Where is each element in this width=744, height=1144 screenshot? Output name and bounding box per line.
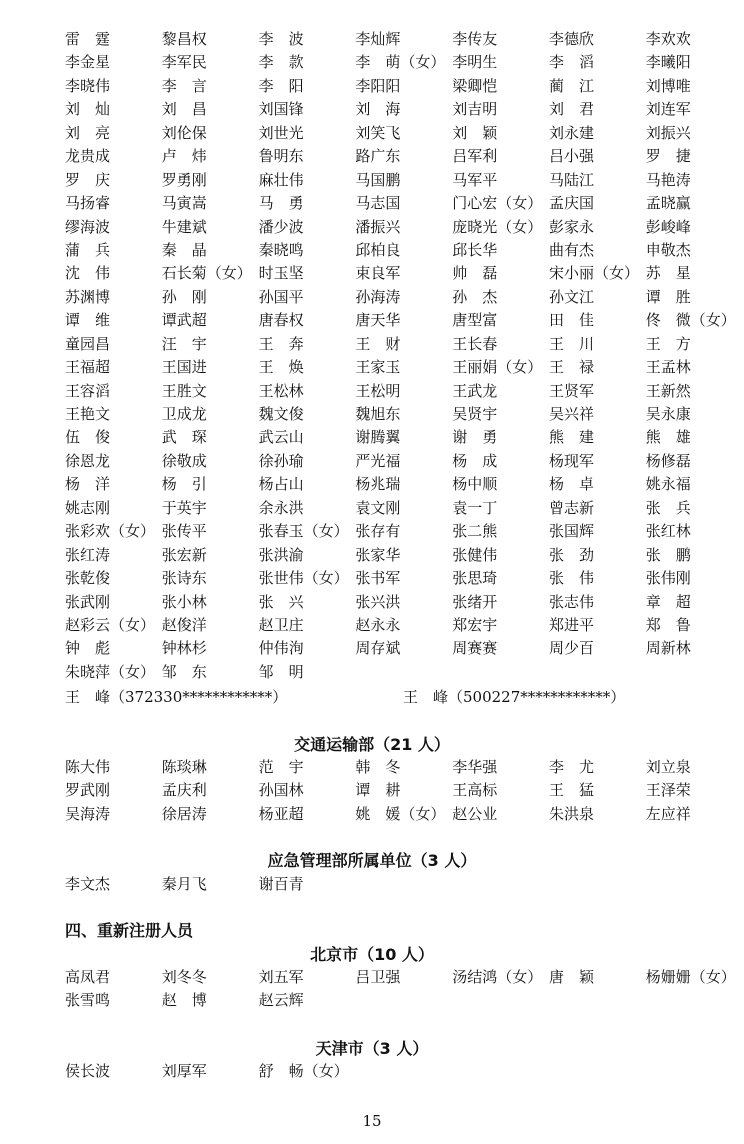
name-entry: 袁一丁 (452, 498, 498, 517)
name-entry: 吕小强 (548, 147, 594, 166)
name-entry: 刘伦保 (161, 123, 207, 142)
tianjin-name-list (65, 1060, 743, 1083)
page-number: 15 (362, 1112, 382, 1130)
name-entry: 唐春权 (258, 311, 304, 330)
name-entry: 谭 耕 (355, 781, 401, 800)
name-entry: 孙 杰 (452, 287, 498, 306)
name-entry: 佟 微（女） (645, 311, 736, 330)
name-entry: 苏渊博 (65, 287, 111, 306)
name-entry: 郑 鲁 (645, 615, 691, 634)
name-entry: 王福超 (65, 358, 111, 377)
name-entry: 武 琛 (161, 428, 207, 447)
name-entry: 韩 冬 (355, 758, 401, 776)
name-entry: 赵 博 (161, 991, 207, 1010)
emergency-name-list (65, 873, 743, 896)
name-entry: 张思琦 (452, 569, 498, 588)
name-entry: 熊 建 (548, 428, 594, 447)
name-entry: 马国鹏 (355, 170, 401, 189)
name-entry: 谢百青 (258, 875, 304, 893)
name-entry: 罗武刚 (65, 781, 111, 800)
name-entry: 雷 霆 (65, 30, 111, 48)
name-entry: 王国进 (161, 358, 207, 377)
name-entry: 王丽娟（女） (452, 358, 543, 377)
name-entry: 邹 明 (258, 662, 304, 681)
name-entry: 陈大伟 (65, 758, 111, 776)
name-entry: 申敬杰 (645, 240, 691, 259)
name-entry: 吕卫强 (355, 968, 401, 986)
name-entry: 马艳涛 (645, 170, 691, 189)
name-entry: 王家玉 (355, 358, 401, 377)
name-entry: 蒲 兵 (65, 240, 111, 259)
name-entry: 杨中顺 (452, 475, 498, 494)
name-entry: 刘 昌 (161, 100, 207, 119)
name-entry: 李德欣 (548, 30, 594, 48)
name-entry: 李阳阳 (355, 76, 401, 95)
name-entry: 刘吉明 (452, 100, 498, 119)
name-entry: 李军民 (161, 53, 207, 72)
name-entry: 刘厚军 (161, 1062, 207, 1080)
name-entry: 邹 东 (161, 662, 207, 681)
name-entry: 李 款 (258, 53, 304, 72)
id-entry: 王 峰（372330************） (65, 688, 288, 706)
name-entry: 黎昌权 (161, 30, 207, 48)
name-entry: 姚 媛（女） (355, 804, 446, 823)
name-entry: 王武龙 (452, 381, 498, 400)
name-entry: 唐天华 (355, 311, 401, 330)
name-entry: 邱柏良 (355, 240, 401, 259)
name-entry: 张传平 (161, 522, 207, 541)
name-entry: 张诗东 (161, 569, 207, 588)
name-entry: 张书军 (355, 569, 401, 588)
name-entry: 王艳文 (65, 405, 111, 423)
name-entry: 吴永康 (645, 405, 691, 423)
name-entry: 徐敬成 (161, 451, 207, 470)
name-entry: 袁文刚 (355, 498, 401, 517)
name-entry: 刘 君 (548, 100, 594, 119)
name-entry: 张国辉 (548, 522, 594, 541)
name-entry: 杨现军 (548, 451, 594, 470)
name-entry: 朱晓萍（女） (65, 662, 156, 681)
name-entry: 李明生 (452, 53, 498, 72)
transport-name-list (65, 756, 743, 826)
name-entry: 梁卿恺 (452, 76, 498, 95)
name-entry: 张雪鸣 (65, 991, 111, 1010)
name-entry: 郑宏宇 (452, 615, 498, 634)
name-entry: 马扬睿 (65, 194, 111, 213)
name-entry: 刘 亮 (65, 123, 111, 142)
tianjin-heading: 天津市（3 人） (315, 1039, 429, 1058)
beijing-name-list (65, 966, 743, 1013)
name-entry: 曾志新 (548, 498, 594, 517)
name-entry: 周少百 (548, 639, 594, 658)
name-entry: 李 尤 (548, 758, 594, 776)
name-entry: 鲁明东 (258, 147, 304, 166)
name-entry: 李 阳 (258, 76, 304, 95)
name-entry: 张洪渝 (258, 545, 304, 564)
name-entry: 王孟林 (645, 358, 691, 377)
name-entry: 时玉坚 (258, 264, 304, 283)
name-entry: 李文杰 (65, 875, 111, 893)
name-entry: 谢 勇 (452, 428, 498, 447)
name-entry: 赵俊洋 (161, 615, 207, 634)
name-entry: 张乾俊 (65, 569, 111, 588)
name-entry: 张红林 (645, 522, 691, 541)
name-entry: 王胜文 (161, 381, 207, 400)
name-entry: 孙国林 (258, 781, 304, 800)
name-entry: 牛建斌 (161, 217, 207, 236)
name-entry: 赵永永 (355, 615, 401, 634)
name-entry: 王高标 (452, 781, 498, 800)
name-entry: 路广东 (355, 147, 401, 166)
name-entry: 杨占山 (258, 475, 304, 494)
name-entry: 李华强 (452, 758, 498, 776)
name-entry: 赵公业 (452, 804, 498, 823)
name-entry: 杨 成 (452, 451, 498, 470)
name-entry: 李金星 (65, 53, 111, 72)
name-entry: 邱长华 (452, 240, 498, 259)
transport-heading: 交通运输部（21 人） (294, 735, 450, 754)
name-entry: 徐孙瑜 (258, 451, 304, 470)
name-entry: 张春玉（女） (258, 522, 349, 541)
name-entry: 王 猛 (548, 781, 594, 800)
name-entry: 张 劲 (548, 545, 594, 564)
name-entry: 王松林 (258, 381, 304, 400)
name-entry: 张小林 (161, 592, 207, 611)
name-entry: 刘连军 (645, 100, 691, 119)
name-entry: 杨姗姗（女） (645, 968, 736, 986)
name-entry: 舒 畅（女） (258, 1062, 349, 1080)
name-entry: 周赛赛 (452, 639, 498, 658)
name-entry: 王 川 (548, 334, 594, 353)
name-entry: 张宏新 (161, 545, 207, 564)
name-entry: 朱洪泉 (548, 804, 594, 823)
name-entry: 杨 洋 (65, 475, 111, 494)
name-entry: 仲伟洵 (258, 639, 304, 658)
name-entry: 谭 胜 (645, 287, 691, 306)
name-entry: 张绪开 (452, 592, 498, 611)
name-entry: 李 萌（女） (355, 53, 446, 72)
name-entry: 赵彩云（女） (65, 615, 156, 634)
name-entry: 缪海波 (65, 217, 111, 236)
name-entry: 张家华 (355, 545, 401, 564)
name-entry: 张伟刚 (645, 569, 691, 588)
name-entry: 郑进平 (548, 615, 594, 634)
name-entry: 唐 颖 (548, 968, 594, 986)
name-entry: 魏文俊 (258, 405, 304, 423)
name-entry: 卢 炜 (161, 147, 207, 166)
name-entry: 杨亚超 (258, 804, 304, 823)
name-entry: 张武刚 (65, 592, 111, 611)
name-entry: 余永洪 (258, 498, 304, 517)
name-entry: 杨 引 (161, 475, 207, 494)
name-entry: 谭武超 (161, 311, 207, 330)
name-entry: 刘 灿 (65, 100, 111, 119)
name-entry: 马志国 (355, 194, 401, 213)
name-entry: 秦月飞 (161, 875, 207, 893)
name-entry: 王 财 (355, 334, 401, 353)
name-entry: 章 超 (645, 592, 691, 611)
name-entry: 左应祥 (645, 804, 691, 823)
name-entry: 潘振兴 (355, 217, 401, 236)
main-name-list (65, 28, 743, 684)
name-entry: 侯长波 (65, 1062, 111, 1080)
name-entry: 李 言 (161, 76, 207, 95)
name-entry: 吴贤宇 (452, 405, 498, 423)
name-entry: 彭峻峰 (645, 217, 691, 236)
name-entry: 钟林杉 (161, 639, 207, 658)
name-entry: 田 佳 (548, 311, 594, 330)
name-entry: 汪 宇 (161, 334, 207, 353)
name-entry: 束良军 (355, 264, 401, 283)
name-entry: 杨修磊 (645, 451, 691, 470)
name-entry: 唐型富 (452, 311, 498, 330)
name-entry: 王容滔 (65, 381, 111, 400)
name-entry: 孙 刚 (161, 287, 207, 306)
name-entry: 刘五军 (258, 968, 304, 986)
name-entry: 罗 捷 (645, 147, 691, 166)
name-entry: 张志伟 (548, 592, 594, 611)
name-entry: 李曦阳 (645, 53, 691, 72)
name-entry: 张 兴 (258, 592, 304, 611)
name-entry: 王长春 (452, 334, 498, 353)
name-entry: 吴海涛 (65, 804, 111, 823)
name-entry: 王 奔 (258, 334, 304, 353)
name-entry: 王 方 (645, 334, 691, 353)
name-entry: 沈 伟 (65, 264, 111, 283)
name-entry: 刘博唯 (645, 76, 691, 95)
emergency-heading: 应急管理部所属单位（3 人） (267, 851, 477, 870)
name-entry: 刘 海 (355, 100, 401, 119)
name-entry: 周存斌 (355, 639, 401, 658)
name-entry: 王松明 (355, 381, 401, 400)
name-entry: 严光福 (355, 451, 401, 470)
name-entry: 孙国平 (258, 287, 304, 306)
name-entry: 张存有 (355, 522, 401, 541)
name-entry: 谢腾翼 (355, 428, 401, 447)
name-entry: 彭家永 (548, 217, 594, 236)
name-entry: 张彩欢（女） (65, 522, 156, 541)
name-entry: 刘冬冬 (161, 968, 207, 986)
name-entry: 马寅嵩 (161, 194, 207, 213)
name-entry: 孟庆利 (161, 781, 207, 800)
name-entry: 熊 雄 (645, 428, 691, 447)
name-entry: 孙文江 (548, 287, 594, 306)
name-entry: 刘国锋 (258, 100, 304, 119)
name-entry: 刘 颖 (452, 123, 498, 142)
name-entry: 苏 星 (645, 264, 691, 283)
name-entry: 陈琰琳 (161, 758, 207, 776)
name-entry: 石长菊（女） (161, 264, 252, 283)
name-entry: 王 禄 (548, 358, 594, 377)
name-entry: 张红涛 (65, 545, 111, 564)
name-entry: 门心宏（女） (452, 194, 543, 213)
name-entry: 王贤军 (548, 381, 594, 400)
name-entry: 吴兴祥 (548, 405, 594, 423)
name-entry: 卫成龙 (161, 405, 207, 423)
name-entry: 王泽荣 (645, 781, 691, 800)
name-entry: 马 勇 (258, 194, 304, 213)
name-entry: 范 宇 (258, 758, 304, 776)
name-entry: 武云山 (258, 428, 304, 447)
name-entry: 王新然 (645, 381, 691, 400)
name-entry: 李灿辉 (355, 30, 401, 48)
name-entry: 刘振兴 (645, 123, 691, 142)
id-entry: 王 峰（500227************） (403, 688, 626, 706)
name-entry: 孙海涛 (355, 287, 401, 306)
name-entry: 马军平 (452, 170, 498, 189)
section-four-title: 四、重新注册人员 (65, 921, 194, 940)
name-entry: 秦 晶 (161, 240, 207, 259)
name-entry: 刘立泉 (645, 758, 691, 776)
name-entry: 罗 庆 (65, 170, 111, 189)
name-entry: 张兴洪 (355, 592, 401, 611)
name-entry: 李欢欢 (645, 30, 691, 48)
name-entry: 赵云辉 (258, 991, 304, 1010)
name-entry: 谭 维 (65, 311, 111, 330)
name-entry: 李 波 (258, 30, 304, 48)
name-entry: 李传友 (452, 30, 498, 48)
name-entry: 李晓伟 (65, 76, 111, 95)
name-entry: 龙贵成 (65, 147, 111, 166)
name-entry: 帅 磊 (452, 264, 498, 283)
name-entry: 潘少波 (258, 217, 304, 236)
name-entry: 孟晓赢 (645, 194, 691, 213)
name-entry: 刘笑飞 (355, 123, 401, 142)
name-entry: 伍 俊 (65, 428, 111, 447)
name-entry: 马陆江 (548, 170, 594, 189)
name-entry: 张世伟（女） (258, 569, 349, 588)
name-entry: 庞晓光（女） (452, 217, 543, 236)
name-entry: 吕军利 (452, 147, 498, 166)
beijing-heading: 北京市（10 人） (310, 945, 434, 964)
name-entry: 童园昌 (65, 334, 111, 353)
name-entry: 李 滔 (548, 53, 594, 72)
name-entry: 高凤君 (65, 968, 111, 986)
name-entry: 姚志刚 (65, 498, 111, 517)
name-entry: 麻壮伟 (258, 170, 304, 189)
name-entry: 张 兵 (645, 498, 691, 517)
name-entry: 张二熊 (452, 522, 498, 541)
name-entry: 张健伟 (452, 545, 498, 564)
name-entry: 刘永建 (548, 123, 594, 142)
name-entry: 张 伟 (548, 569, 594, 588)
name-entry: 王 焕 (258, 358, 304, 377)
name-entry: 宋小丽（女） (548, 264, 639, 283)
name-entry: 徐居涛 (161, 804, 207, 823)
name-entry: 张 鹏 (645, 545, 691, 564)
name-entry: 孟庆国 (548, 194, 594, 213)
name-entry: 周新林 (645, 639, 691, 658)
name-entry: 汤结鸿（女） (452, 968, 543, 986)
name-entry: 杨 卓 (548, 475, 594, 494)
name-entry: 徐恩龙 (65, 451, 111, 470)
name-entry: 刘世光 (258, 123, 304, 142)
name-entry: 魏旭东 (355, 405, 401, 423)
name-entry: 蔺 江 (548, 76, 594, 95)
name-entry: 秦晓鸣 (258, 240, 304, 259)
name-entry: 罗勇刚 (161, 170, 207, 189)
name-entry: 曲有杰 (548, 240, 594, 259)
name-entry: 钟 彪 (65, 639, 111, 658)
name-entry: 杨兆瑞 (355, 475, 401, 494)
name-entry: 姚永福 (645, 475, 691, 494)
name-entry: 赵卫庄 (258, 615, 304, 634)
name-entry: 于英宇 (161, 498, 207, 517)
